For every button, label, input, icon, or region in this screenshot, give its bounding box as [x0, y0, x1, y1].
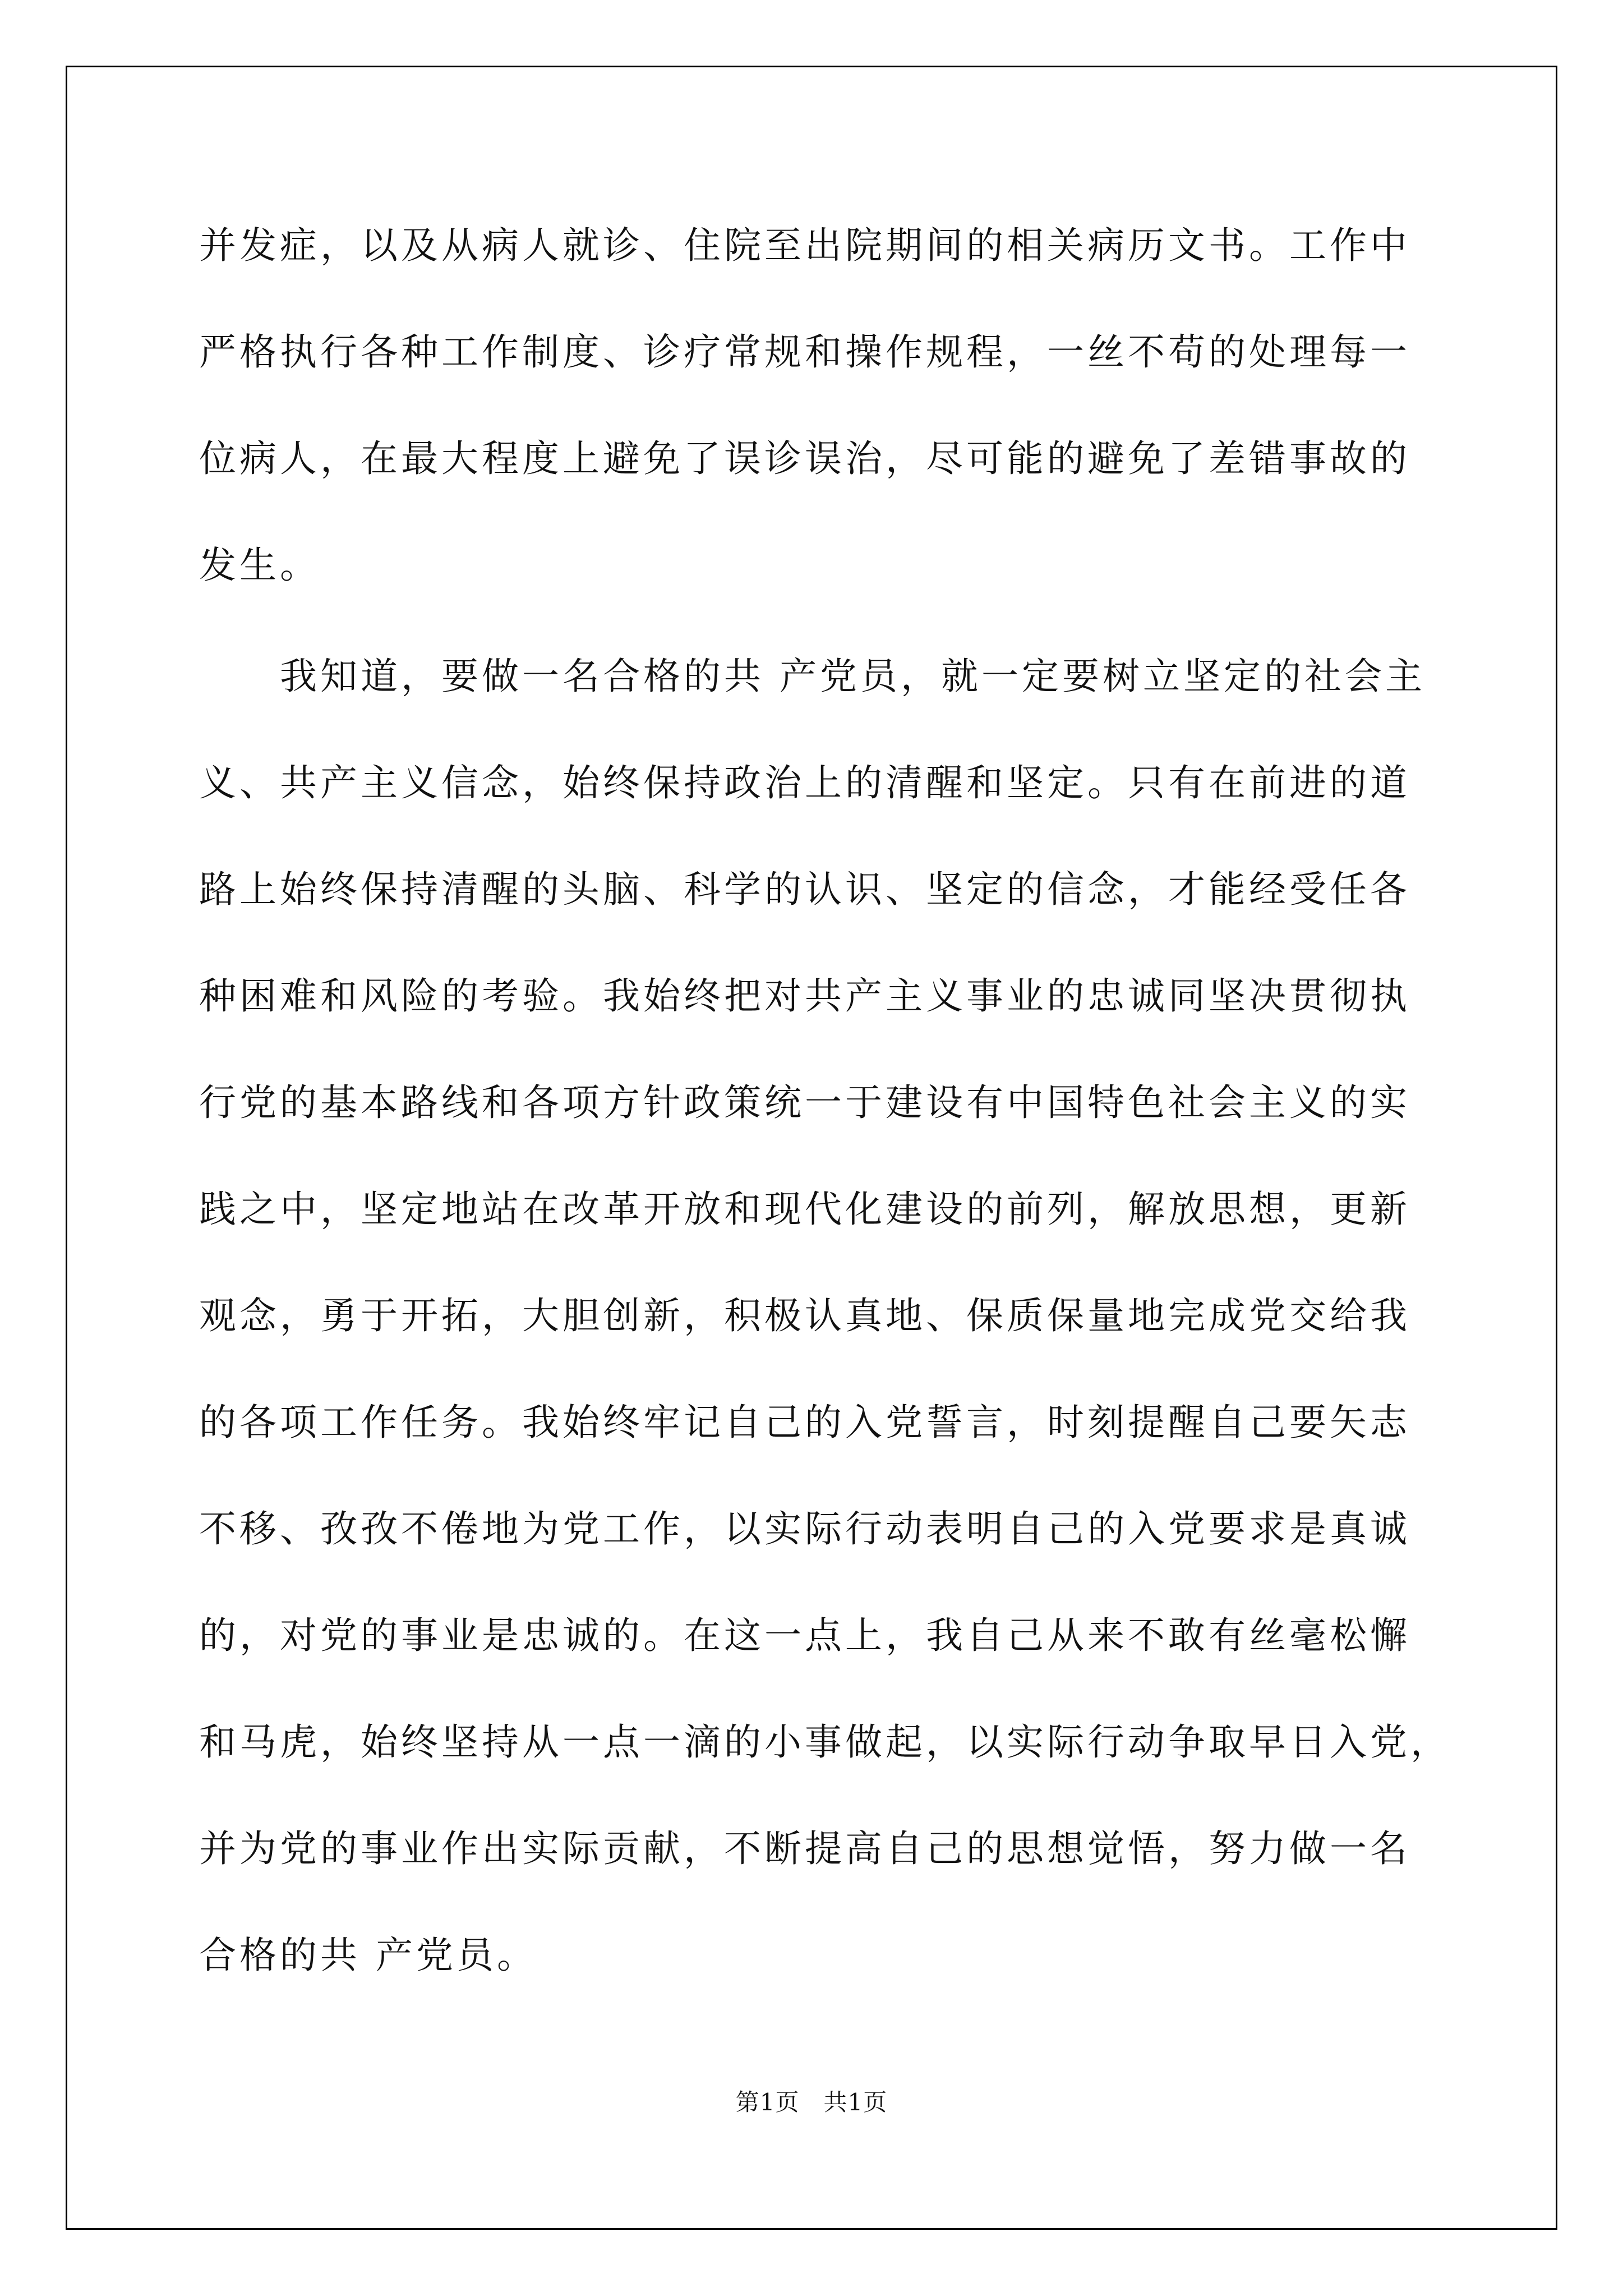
text-line: 位病人，在最大程度上避免了误诊误治，尽可能的避免了差错事故的 [199, 437, 1410, 480]
text-line: 和马虎，始终坚持从一点一滴的小事做起，以实际行动争取早日入党， [199, 1720, 1451, 1764]
text-line: 合格的共 产党员。 [199, 1934, 537, 1977]
text-line: 并发症，以及从病人就诊、住院至出院期间的相关病历文书。工作中 [199, 224, 1410, 267]
text-line: 严格执行各种工作制度、诊疗常规和操作规程，一丝不苟的处理每一 [199, 330, 1410, 374]
text-line: 种困难和风险的考验。我始终把对共产主义事业的忠诚同坚决贯彻执 [199, 974, 1410, 1018]
text-line: 并为党的事业作出实际贡献，不断提高自己的思想觉悟，努力做一名 [199, 1827, 1410, 1870]
text-line: 践之中，坚定地站在改革开放和现代化建设的前列，解放思想，更新 [199, 1188, 1410, 1231]
text-line: 不移、孜孜不倦地为党工作，以实际行动表明自己的入党要求是真诚 [199, 1507, 1410, 1550]
text-line: 观念，勇于开拓，大胆创新，积极认真地、保质保量地完成党交给我 [199, 1294, 1410, 1337]
text-line: 行党的基本路线和各项方针政策统一于建设有中国特色社会主义的实 [199, 1081, 1410, 1124]
text-line: 义、共产主义信念，始终保持政治上的清醒和坚定。只有在前进的道 [199, 761, 1410, 804]
text-line: 的，对党的事业是忠诚的。在这一点上，我自己从来不敢有丝毫松懈 [199, 1614, 1410, 1657]
text-line: 路上始终保持清醒的头脑、科学的认识、坚定的信念，才能经受任各 [199, 868, 1410, 911]
text-line: 的各项工作任务。我始终牢记自己的入党誓言，时刻提醒自己要矢志 [199, 1401, 1410, 1444]
page-border [66, 66, 1557, 2230]
text-line: 发生。 [199, 544, 320, 587]
page-indicator: 第1页 共1页 [735, 2088, 888, 2116]
text-line: 我知道，要做一名合格的共 产党员，就一定要树立坚定的社会主 [199, 655, 1426, 698]
